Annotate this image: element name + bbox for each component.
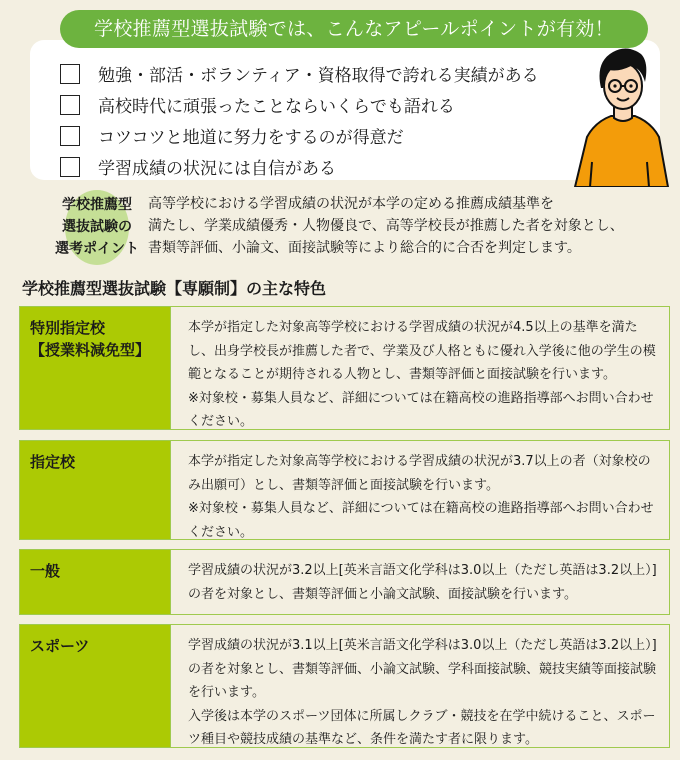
checkbox-icon[interactable] — [60, 95, 80, 115]
feature-name: スポーツ — [20, 625, 170, 747]
features-title: 学校推薦型選抜試験【専願制】の主な特色 — [22, 279, 327, 298]
feature-description: 学習成績の状況が3.2以上[英米言語文化学科は3.0以上（ただし英語は3.2以上）]の者を対象とし、書類等評価と小論文試験、面接試験を行います。 — [170, 550, 669, 614]
checklist-item — [60, 58, 539, 89]
checklist-item-label: 高校時代に頑張ったことならいくらでも語れる — [98, 97, 455, 117]
selection-points-description: 高等学校における学習成績の状況が本学の定める推薦成績基準を 満たし、学業成績優秀・人物優良で、高等学校長が推薦した者を対象とし、 書類等評価、小論文、面接試験等により総合的に合否を判定します。 — [148, 196, 624, 256]
checkbox-icon[interactable] — [60, 126, 80, 146]
selection-points — [30, 190, 670, 265]
checkbox-icon[interactable] — [60, 64, 80, 84]
feature-row-designated — [19, 440, 670, 540]
checklist-item — [60, 89, 539, 120]
checklist-item — [60, 151, 539, 182]
feature-row-special-designated — [19, 306, 670, 430]
feature-description: 学習成績の状況が3.1以上[英米言語文化学科は3.0以上（ただし英語は3.2以上）]の者を対象とし、書類等評価、小論文試験、学科面接試験、競技実績等面接試験を行います。 入学後は本学のスポーツ団体に所属しクラブ・競技を在学中続けること、スポーツ種目や競技成績の基準など、条件を満たす者に限ります。 — [170, 625, 669, 747]
feature-description: 本学が指定した対象高等学校における学習成績の状況が4.5以上の基準を満たし、出身学校長が推薦した者で、学業及び人格ともに優れ入学後に他の学生の模範となることが期待される人物とし、書類等評価と面接試験を行います。 ※対象校・募集人員など、詳細については在籍高校の進路指導部へお問い合わせください。 — [170, 307, 669, 429]
selection-points-label: 学校推薦型 選抜試験の 選考ポイント — [55, 197, 139, 257]
feature-name: 指定校 — [20, 441, 170, 539]
student-illustration-icon — [565, 42, 670, 187]
feature-row-general — [19, 549, 670, 615]
checklist-item — [60, 120, 539, 151]
appeal-checklist — [60, 58, 539, 182]
checklist-item-label: 勉強・部活・ボランティア・資格取得で誇れる実績がある — [98, 66, 539, 86]
feature-row-sports — [19, 624, 670, 748]
feature-name: 特別指定校 【授業料減免型】 — [20, 307, 170, 429]
appeal-banner: 学校推薦型選抜試験では、こんなアピールポイントが有効！ — [60, 10, 648, 48]
checkbox-icon[interactable] — [60, 157, 80, 177]
feature-description: 本学が指定した対象高等学校における学習成績の状況が3.7以上の者（対象校のみ出願可）とし、書類等評価と面接試験を行います。 ※対象校・募集人員など、詳細については在籍高校の進路指導部へお問い合わせください。 — [170, 441, 669, 539]
checklist-item-label: 学習成績の状況には自信がある — [98, 159, 336, 179]
feature-name: 一般 — [20, 550, 170, 614]
checklist-item-label: コツコツと地道に努力をするのが得意だ — [98, 128, 404, 148]
